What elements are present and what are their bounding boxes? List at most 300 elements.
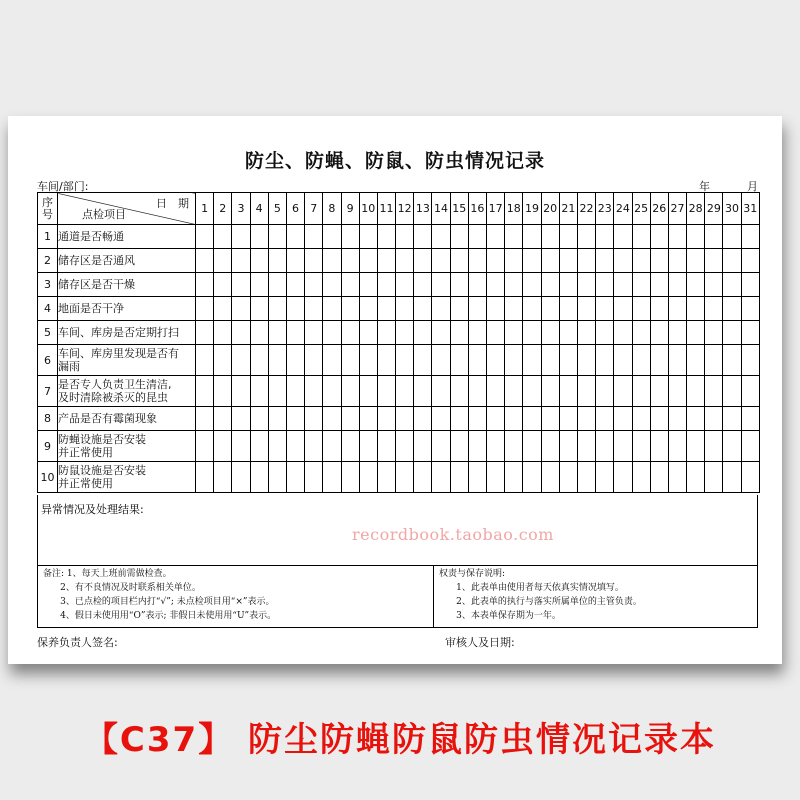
check-cell[interactable] [341, 462, 359, 493]
check-cell[interactable] [377, 407, 395, 431]
check-cell[interactable] [505, 376, 523, 407]
check-cell[interactable] [468, 462, 486, 493]
check-cell[interactable] [723, 297, 741, 321]
check-cell[interactable] [559, 321, 577, 345]
check-cell[interactable] [268, 249, 286, 273]
check-cell[interactable] [432, 431, 450, 462]
check-cell[interactable] [468, 345, 486, 376]
check-cell[interactable] [377, 273, 395, 297]
check-cell[interactable] [596, 273, 614, 297]
check-cell[interactable] [632, 462, 650, 493]
check-cell[interactable] [377, 431, 395, 462]
check-cell[interactable] [323, 225, 341, 249]
check-cell[interactable] [668, 345, 686, 376]
check-cell[interactable] [632, 249, 650, 273]
check-cell[interactable] [359, 407, 377, 431]
check-cell[interactable] [687, 321, 705, 345]
check-cell[interactable] [577, 407, 595, 431]
check-cell[interactable] [286, 225, 304, 249]
check-cell[interactable] [541, 462, 559, 493]
check-cell[interactable] [650, 431, 668, 462]
check-cell[interactable] [214, 345, 232, 376]
check-cell[interactable] [196, 431, 214, 462]
check-cell[interactable] [541, 225, 559, 249]
check-cell[interactable] [541, 431, 559, 462]
check-cell[interactable] [577, 431, 595, 462]
check-cell[interactable] [268, 376, 286, 407]
check-cell[interactable] [632, 273, 650, 297]
check-cell[interactable] [668, 462, 686, 493]
check-cell[interactable] [505, 321, 523, 345]
check-cell[interactable] [487, 376, 505, 407]
check-cell[interactable] [505, 431, 523, 462]
check-cell[interactable] [323, 407, 341, 431]
check-cell[interactable] [250, 431, 268, 462]
check-cell[interactable] [323, 321, 341, 345]
check-cell[interactable] [577, 345, 595, 376]
check-cell[interactable] [432, 407, 450, 431]
check-cell[interactable] [359, 345, 377, 376]
check-cell[interactable] [523, 462, 541, 493]
check-cell[interactable] [323, 273, 341, 297]
check-cell[interactable] [196, 273, 214, 297]
check-cell[interactable] [668, 407, 686, 431]
check-cell[interactable] [487, 321, 505, 345]
check-cell[interactable] [232, 462, 250, 493]
check-cell[interactable] [541, 321, 559, 345]
check-cell[interactable] [432, 376, 450, 407]
check-cell[interactable] [305, 249, 323, 273]
check-cell[interactable] [505, 273, 523, 297]
check-cell[interactable] [286, 345, 304, 376]
check-cell[interactable] [723, 345, 741, 376]
check-cell[interactable] [723, 407, 741, 431]
check-cell[interactable] [305, 273, 323, 297]
check-cell[interactable] [687, 297, 705, 321]
check-cell[interactable] [196, 345, 214, 376]
check-cell[interactable] [268, 462, 286, 493]
check-cell[interactable] [687, 345, 705, 376]
check-cell[interactable] [396, 225, 414, 249]
check-cell[interactable] [432, 321, 450, 345]
check-cell[interactable] [650, 297, 668, 321]
check-cell[interactable] [705, 345, 723, 376]
check-cell[interactable] [396, 249, 414, 273]
check-cell[interactable] [359, 273, 377, 297]
check-cell[interactable] [541, 407, 559, 431]
check-cell[interactable] [232, 297, 250, 321]
check-cell[interactable] [505, 345, 523, 376]
check-cell[interactable] [577, 321, 595, 345]
check-cell[interactable] [286, 297, 304, 321]
check-cell[interactable] [668, 273, 686, 297]
check-cell[interactable] [559, 462, 577, 493]
check-cell[interactable] [323, 249, 341, 273]
check-cell[interactable] [250, 297, 268, 321]
check-cell[interactable] [559, 249, 577, 273]
check-cell[interactable] [286, 273, 304, 297]
check-cell[interactable] [414, 345, 432, 376]
check-cell[interactable] [596, 431, 614, 462]
check-cell[interactable] [377, 462, 395, 493]
check-cell[interactable] [505, 297, 523, 321]
check-cell[interactable] [196, 376, 214, 407]
check-cell[interactable] [523, 431, 541, 462]
check-cell[interactable] [214, 225, 232, 249]
check-cell[interactable] [741, 462, 759, 493]
check-cell[interactable] [523, 345, 541, 376]
check-cell[interactable] [341, 431, 359, 462]
check-cell[interactable] [396, 431, 414, 462]
check-cell[interactable] [468, 321, 486, 345]
check-cell[interactable] [577, 225, 595, 249]
check-cell[interactable] [614, 407, 632, 431]
check-cell[interactable] [741, 321, 759, 345]
check-cell[interactable] [196, 225, 214, 249]
check-cell[interactable] [632, 297, 650, 321]
check-cell[interactable] [268, 321, 286, 345]
check-cell[interactable] [596, 345, 614, 376]
check-cell[interactable] [614, 249, 632, 273]
check-cell[interactable] [396, 297, 414, 321]
check-cell[interactable] [450, 321, 468, 345]
check-cell[interactable] [741, 431, 759, 462]
check-cell[interactable] [523, 321, 541, 345]
check-cell[interactable] [341, 297, 359, 321]
check-cell[interactable] [541, 273, 559, 297]
check-cell[interactable] [432, 249, 450, 273]
check-cell[interactable] [268, 225, 286, 249]
check-cell[interactable] [523, 407, 541, 431]
check-cell[interactable] [505, 462, 523, 493]
check-cell[interactable] [250, 249, 268, 273]
check-cell[interactable] [305, 297, 323, 321]
check-cell[interactable] [705, 321, 723, 345]
check-cell[interactable] [632, 431, 650, 462]
check-cell[interactable] [450, 345, 468, 376]
check-cell[interactable] [741, 345, 759, 376]
check-cell[interactable] [596, 225, 614, 249]
check-cell[interactable] [687, 225, 705, 249]
check-cell[interactable] [341, 345, 359, 376]
check-cell[interactable] [268, 297, 286, 321]
check-cell[interactable] [705, 273, 723, 297]
check-cell[interactable] [232, 321, 250, 345]
check-cell[interactable] [214, 376, 232, 407]
check-cell[interactable] [559, 407, 577, 431]
check-cell[interactable] [196, 297, 214, 321]
check-cell[interactable] [432, 462, 450, 493]
check-cell[interactable] [705, 376, 723, 407]
check-cell[interactable] [305, 376, 323, 407]
check-cell[interactable] [196, 249, 214, 273]
check-cell[interactable] [305, 407, 323, 431]
check-cell[interactable] [286, 321, 304, 345]
check-cell[interactable] [541, 297, 559, 321]
check-cell[interactable] [577, 462, 595, 493]
check-cell[interactable] [396, 345, 414, 376]
check-cell[interactable] [650, 249, 668, 273]
check-cell[interactable] [250, 273, 268, 297]
check-cell[interactable] [614, 273, 632, 297]
check-cell[interactable] [268, 345, 286, 376]
check-cell[interactable] [450, 407, 468, 431]
check-cell[interactable] [541, 249, 559, 273]
check-cell[interactable] [305, 431, 323, 462]
check-cell[interactable] [487, 407, 505, 431]
check-cell[interactable] [668, 297, 686, 321]
check-cell[interactable] [396, 462, 414, 493]
check-cell[interactable] [723, 249, 741, 273]
check-cell[interactable] [687, 376, 705, 407]
check-cell[interactable] [632, 225, 650, 249]
check-cell[interactable] [723, 321, 741, 345]
check-cell[interactable] [650, 376, 668, 407]
check-cell[interactable] [286, 376, 304, 407]
check-cell[interactable] [596, 407, 614, 431]
check-cell[interactable] [414, 431, 432, 462]
check-cell[interactable] [323, 462, 341, 493]
check-cell[interactable] [414, 321, 432, 345]
check-cell[interactable] [687, 273, 705, 297]
check-cell[interactable] [377, 376, 395, 407]
check-cell[interactable] [232, 407, 250, 431]
check-cell[interactable] [632, 376, 650, 407]
check-cell[interactable] [414, 225, 432, 249]
check-cell[interactable] [286, 462, 304, 493]
check-cell[interactable] [468, 376, 486, 407]
check-cell[interactable] [305, 345, 323, 376]
check-cell[interactable] [450, 462, 468, 493]
check-cell[interactable] [214, 431, 232, 462]
check-cell[interactable] [559, 273, 577, 297]
check-cell[interactable] [668, 376, 686, 407]
check-cell[interactable] [596, 321, 614, 345]
check-cell[interactable] [632, 407, 650, 431]
check-cell[interactable] [632, 345, 650, 376]
check-cell[interactable] [559, 297, 577, 321]
check-cell[interactable] [450, 249, 468, 273]
check-cell[interactable] [505, 407, 523, 431]
check-cell[interactable] [596, 462, 614, 493]
check-cell[interactable] [687, 431, 705, 462]
check-cell[interactable] [741, 407, 759, 431]
check-cell[interactable] [250, 407, 268, 431]
check-cell[interactable] [487, 345, 505, 376]
check-cell[interactable] [468, 407, 486, 431]
check-cell[interactable] [323, 297, 341, 321]
check-cell[interactable] [541, 376, 559, 407]
check-cell[interactable] [723, 273, 741, 297]
check-cell[interactable] [323, 345, 341, 376]
check-cell[interactable] [687, 462, 705, 493]
check-cell[interactable] [723, 431, 741, 462]
check-cell[interactable] [614, 225, 632, 249]
check-cell[interactable] [723, 225, 741, 249]
check-cell[interactable] [377, 225, 395, 249]
check-cell[interactable] [668, 321, 686, 345]
check-cell[interactable] [487, 249, 505, 273]
check-cell[interactable] [468, 297, 486, 321]
check-cell[interactable] [705, 249, 723, 273]
check-cell[interactable] [377, 297, 395, 321]
check-cell[interactable] [650, 345, 668, 376]
check-cell[interactable] [650, 273, 668, 297]
check-cell[interactable] [232, 376, 250, 407]
check-cell[interactable] [268, 407, 286, 431]
check-cell[interactable] [687, 407, 705, 431]
check-cell[interactable] [468, 273, 486, 297]
check-cell[interactable] [323, 376, 341, 407]
check-cell[interactable] [341, 407, 359, 431]
check-cell[interactable] [468, 225, 486, 249]
check-cell[interactable] [286, 431, 304, 462]
check-cell[interactable] [650, 462, 668, 493]
check-cell[interactable] [596, 376, 614, 407]
check-cell[interactable] [596, 297, 614, 321]
check-cell[interactable] [414, 297, 432, 321]
check-cell[interactable] [632, 321, 650, 345]
check-cell[interactable] [705, 297, 723, 321]
check-cell[interactable] [705, 431, 723, 462]
check-cell[interactable] [650, 225, 668, 249]
check-cell[interactable] [614, 321, 632, 345]
check-cell[interactable] [741, 249, 759, 273]
check-cell[interactable] [668, 225, 686, 249]
check-cell[interactable] [505, 249, 523, 273]
check-cell[interactable] [341, 273, 359, 297]
check-cell[interactable] [523, 273, 541, 297]
check-cell[interactable] [468, 249, 486, 273]
check-cell[interactable] [487, 225, 505, 249]
check-cell[interactable] [487, 297, 505, 321]
check-cell[interactable] [523, 225, 541, 249]
check-cell[interactable] [450, 376, 468, 407]
check-cell[interactable] [614, 431, 632, 462]
check-cell[interactable] [614, 297, 632, 321]
check-cell[interactable] [341, 376, 359, 407]
check-cell[interactable] [559, 225, 577, 249]
check-cell[interactable] [414, 376, 432, 407]
check-cell[interactable] [396, 273, 414, 297]
check-cell[interactable] [650, 407, 668, 431]
check-cell[interactable] [432, 225, 450, 249]
check-cell[interactable] [196, 462, 214, 493]
check-cell[interactable] [450, 297, 468, 321]
check-cell[interactable] [414, 407, 432, 431]
check-cell[interactable] [614, 462, 632, 493]
check-cell[interactable] [323, 431, 341, 462]
check-cell[interactable] [432, 297, 450, 321]
check-cell[interactable] [396, 321, 414, 345]
check-cell[interactable] [214, 321, 232, 345]
check-cell[interactable] [668, 431, 686, 462]
check-cell[interactable] [377, 345, 395, 376]
check-cell[interactable] [614, 345, 632, 376]
check-cell[interactable] [286, 407, 304, 431]
check-cell[interactable] [341, 321, 359, 345]
check-cell[interactable] [741, 297, 759, 321]
check-cell[interactable] [577, 376, 595, 407]
check-cell[interactable] [414, 273, 432, 297]
check-cell[interactable] [232, 273, 250, 297]
check-cell[interactable] [359, 321, 377, 345]
check-cell[interactable] [359, 225, 377, 249]
check-cell[interactable] [196, 407, 214, 431]
check-cell[interactable] [414, 249, 432, 273]
check-cell[interactable] [214, 273, 232, 297]
check-cell[interactable] [214, 249, 232, 273]
check-cell[interactable] [577, 297, 595, 321]
check-cell[interactable] [668, 249, 686, 273]
check-cell[interactable] [541, 345, 559, 376]
check-cell[interactable] [232, 431, 250, 462]
check-cell[interactable] [396, 376, 414, 407]
check-cell[interactable] [232, 225, 250, 249]
check-cell[interactable] [359, 297, 377, 321]
check-cell[interactable] [359, 249, 377, 273]
check-cell[interactable] [250, 376, 268, 407]
check-cell[interactable] [232, 249, 250, 273]
check-cell[interactable] [577, 249, 595, 273]
check-cell[interactable] [250, 345, 268, 376]
check-cell[interactable] [741, 273, 759, 297]
check-cell[interactable] [450, 273, 468, 297]
check-cell[interactable] [487, 273, 505, 297]
check-cell[interactable] [359, 431, 377, 462]
check-cell[interactable] [396, 407, 414, 431]
check-cell[interactable] [359, 462, 377, 493]
check-cell[interactable] [359, 376, 377, 407]
check-cell[interactable] [723, 376, 741, 407]
check-cell[interactable] [286, 249, 304, 273]
check-cell[interactable] [650, 321, 668, 345]
check-cell[interactable] [687, 249, 705, 273]
check-cell[interactable] [450, 225, 468, 249]
check-cell[interactable] [432, 273, 450, 297]
check-cell[interactable] [341, 249, 359, 273]
check-cell[interactable] [705, 462, 723, 493]
check-cell[interactable] [214, 297, 232, 321]
check-cell[interactable] [559, 431, 577, 462]
check-cell[interactable] [268, 273, 286, 297]
check-cell[interactable] [196, 321, 214, 345]
check-cell[interactable] [305, 225, 323, 249]
check-cell[interactable] [505, 225, 523, 249]
check-cell[interactable] [414, 462, 432, 493]
check-cell[interactable] [305, 462, 323, 493]
check-cell[interactable] [250, 225, 268, 249]
check-cell[interactable] [487, 462, 505, 493]
check-cell[interactable] [577, 273, 595, 297]
check-cell[interactable] [250, 321, 268, 345]
check-cell[interactable] [232, 345, 250, 376]
check-cell[interactable] [705, 407, 723, 431]
check-cell[interactable] [523, 297, 541, 321]
check-cell[interactable] [450, 431, 468, 462]
check-cell[interactable] [741, 225, 759, 249]
check-cell[interactable] [432, 345, 450, 376]
check-cell[interactable] [341, 225, 359, 249]
check-cell[interactable] [214, 462, 232, 493]
check-cell[interactable] [305, 321, 323, 345]
check-cell[interactable] [596, 249, 614, 273]
check-cell[interactable] [741, 376, 759, 407]
check-cell[interactable] [523, 249, 541, 273]
check-cell[interactable] [377, 321, 395, 345]
check-cell[interactable] [559, 345, 577, 376]
check-cell[interactable] [705, 225, 723, 249]
